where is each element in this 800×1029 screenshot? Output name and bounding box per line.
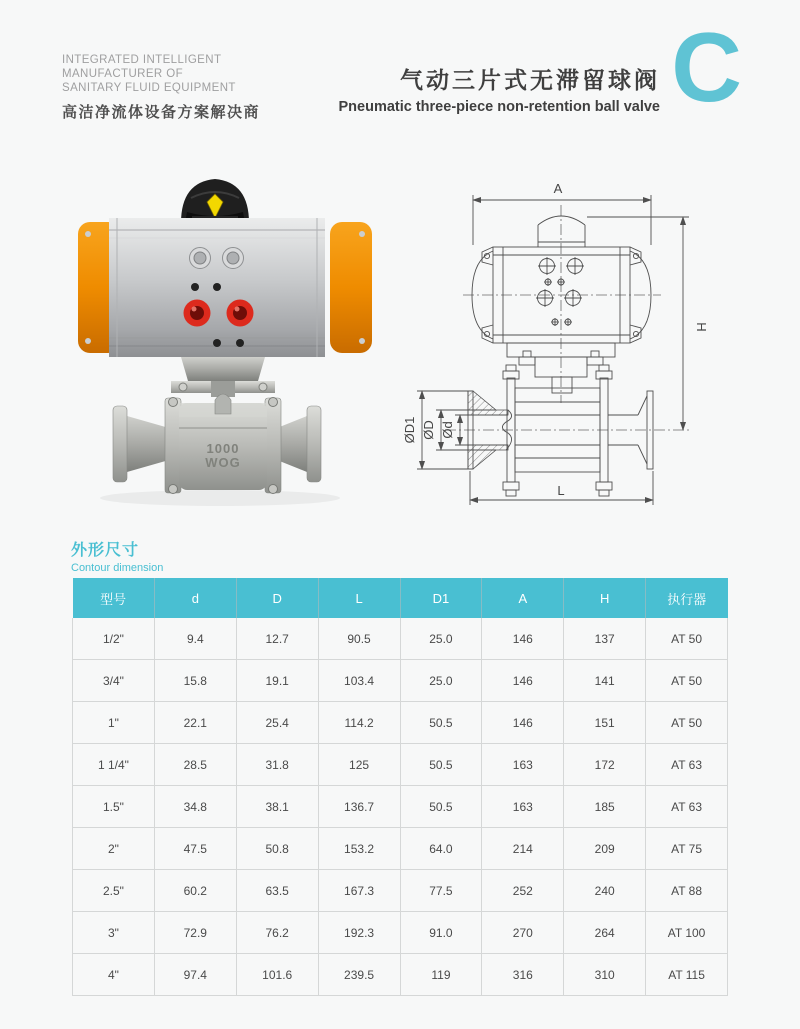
table-cell: 3/4" — [73, 660, 155, 702]
column-header: 型号 — [73, 578, 155, 618]
column-header: A — [482, 578, 564, 618]
table-row — [73, 828, 728, 870]
brand-block — [62, 53, 260, 122]
table-row — [73, 954, 728, 996]
table-cell: 12.7 — [236, 618, 318, 660]
table-cell: 167.3 — [318, 870, 400, 912]
column-header: 执行器 — [646, 578, 728, 618]
table-cell: AT 115 — [646, 954, 728, 996]
table-cell: 146 — [482, 702, 564, 744]
table-row — [73, 618, 728, 660]
brand-tagline-line2: MANUFACTURER OF — [62, 68, 183, 80]
table-cell: AT 50 — [646, 618, 728, 660]
drawing-actuator-cap — [538, 216, 585, 247]
table-cell: 192.3 — [318, 912, 400, 954]
table-cell: 60.2 — [154, 870, 236, 912]
brand-tagline-line3: SANITARY FLUID EQUIPMENT — [62, 82, 236, 94]
table-cell: 172 — [564, 744, 646, 786]
table-cell: 310 — [564, 954, 646, 996]
table-row — [73, 744, 728, 786]
dim-h — [587, 217, 709, 430]
air-port-right — [227, 300, 254, 327]
svg-text:L: L — [557, 483, 565, 498]
table-cell: 239.5 — [318, 954, 400, 996]
table-cell: 47.5 — [154, 828, 236, 870]
table-cell: 50.5 — [400, 744, 482, 786]
table-cell: 25.0 — [400, 660, 482, 702]
column-header: d — [154, 578, 236, 618]
table-cell: 151 — [564, 702, 646, 744]
product-title-block — [339, 62, 661, 115]
table-row — [73, 702, 728, 744]
table-cell: 146 — [482, 660, 564, 702]
column-header: D1 — [400, 578, 482, 618]
table-cell: 1/2" — [73, 618, 155, 660]
table-cell: 316 — [482, 954, 564, 996]
svg-text:H: H — [694, 322, 709, 332]
table-cell: 214 — [482, 828, 564, 870]
table-cell: 25.0 — [400, 618, 482, 660]
table-cell: 264 — [564, 912, 646, 954]
table-cell: AT 50 — [646, 660, 728, 702]
dimension-table-body — [73, 618, 728, 996]
dimension-table — [72, 578, 728, 996]
drawing-valve — [468, 365, 653, 496]
photo-shadow — [100, 490, 340, 506]
table-cell: 252 — [482, 870, 564, 912]
table-cell: AT 63 — [646, 744, 728, 786]
table-cell: 25.4 — [236, 702, 318, 744]
table-row — [73, 786, 728, 828]
svg-text:ØD1: ØD1 — [402, 416, 417, 444]
dim-l — [470, 471, 653, 505]
table-cell: 163 — [482, 786, 564, 828]
table-cell: 153.2 — [318, 828, 400, 870]
table-cell: 125 — [318, 744, 400, 786]
table-cell: 1.5" — [73, 786, 155, 828]
brand-tagline-line1: INTEGRATED INTELLIGENT — [62, 54, 222, 66]
table-cell: 3" — [73, 912, 155, 954]
section-title-block — [71, 537, 163, 574]
table-cell: 28.5 — [154, 744, 236, 786]
table-cell: 114.2 — [318, 702, 400, 744]
table-cell: 19.1 — [236, 660, 318, 702]
table-row — [73, 660, 728, 702]
valve-mark-1000: 1000 — [206, 441, 240, 456]
section-title-en: Contour dimension — [71, 562, 164, 574]
table-cell: 38.1 — [236, 786, 318, 828]
table-cell: 63.5 — [236, 870, 318, 912]
table-cell: 97.4 — [154, 954, 236, 996]
table-cell: 9.4 — [154, 618, 236, 660]
table-cell: 77.5 — [400, 870, 482, 912]
table-cell: 163 — [482, 744, 564, 786]
table-cell: 270 — [482, 912, 564, 954]
table-cell: 209 — [564, 828, 646, 870]
table-row — [73, 870, 728, 912]
valve-mark-wog: WOG — [205, 455, 241, 470]
brand-tagline-cn: 高洁净流体设备方案解决商 — [62, 104, 261, 121]
table-cell: AT 63 — [646, 786, 728, 828]
dimension-table-head — [73, 578, 728, 618]
dim-a — [473, 181, 651, 245]
table-cell: 1 1/4" — [73, 744, 155, 786]
product-photo — [65, 150, 385, 520]
mounting-bracket — [171, 357, 275, 397]
table-cell: 136.7 — [318, 786, 400, 828]
table-cell: 185 — [564, 786, 646, 828]
air-port-left — [184, 300, 211, 327]
table-cell: 31.8 — [236, 744, 318, 786]
table-cell: 76.2 — [236, 912, 318, 954]
table-cell: AT 50 — [646, 702, 728, 744]
table-cell: 101.6 — [236, 954, 318, 996]
table-cell: 50.5 — [400, 786, 482, 828]
table-cell: AT 75 — [646, 828, 728, 870]
valve-body — [113, 394, 321, 494]
table-header-row — [73, 578, 728, 618]
column-header: D — [236, 578, 318, 618]
product-title-cn: 气动三片式无滞留球阀 — [400, 67, 660, 93]
table-cell: 137 — [564, 618, 646, 660]
table-cell: 50.5 — [400, 702, 482, 744]
svg-text:Ød: Ød — [440, 421, 455, 439]
table-cell: 15.8 — [154, 660, 236, 702]
table-row — [73, 912, 728, 954]
series-letter: C — [671, 12, 742, 122]
table-cell: 91.0 — [400, 912, 482, 954]
product-title-en: Pneumatic three-piece non-retention ball valve — [338, 99, 660, 115]
table-cell: 72.9 — [154, 912, 236, 954]
table-cell: 2.5" — [73, 870, 155, 912]
table-cell: 64.0 — [400, 828, 482, 870]
table-cell: 141 — [564, 660, 646, 702]
table-cell: 50.8 — [236, 828, 318, 870]
table-cell: AT 88 — [646, 870, 728, 912]
table-cell: 240 — [564, 870, 646, 912]
table-cell: 4" — [73, 954, 155, 996]
table-cell: 103.4 — [318, 660, 400, 702]
column-header: H — [564, 578, 646, 618]
svg-text:ØD: ØD — [421, 420, 436, 440]
table-cell: 119 — [400, 954, 482, 996]
table-cell: 90.5 — [318, 618, 400, 660]
table-cell: 1" — [73, 702, 155, 744]
column-header: L — [318, 578, 400, 618]
dimension-drawing — [395, 165, 785, 535]
table-cell: 146 — [482, 618, 564, 660]
svg-text:A: A — [553, 181, 563, 196]
actuator — [78, 218, 372, 357]
table-cell: 22.1 — [154, 702, 236, 744]
table-cell: AT 100 — [646, 912, 728, 954]
section-title-cn: 外形尺寸 — [71, 542, 140, 559]
table-cell: 2" — [73, 828, 155, 870]
table-cell: 34.8 — [154, 786, 236, 828]
